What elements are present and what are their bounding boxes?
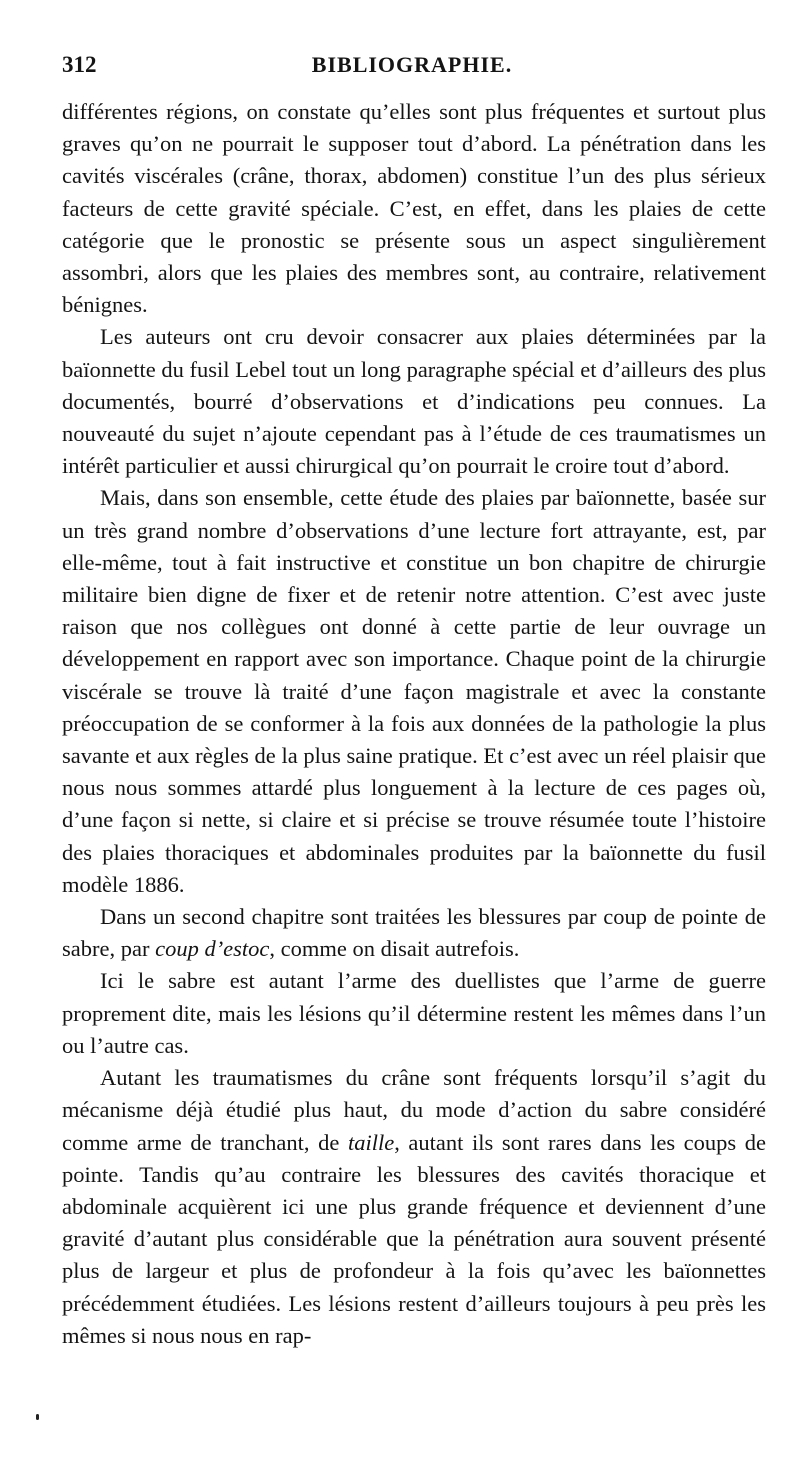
italic-term: taille (347, 1129, 395, 1155)
paragraph-second-chapter (62, 901, 766, 965)
paragraph-text: , comme on disait autrefois. (269, 936, 520, 962)
paragraph-text: , autant ils sont rares dans les coups de pointe. Tandis qu’au contraire les blessures des cavités thoracique et abdominale acquièrent ici une plus grande fréquence et deviennent d’une gravité d’autant plus considérable que la pénétration aura souvent présenté plus de largeur et plus de profondeur à la fois qu’avec les baïonnettes précédemment étudiées. Les lésions restent d’ailleurs toujours à peu près les mêmes si nous nous en rap- (62, 1129, 767, 1348)
paragraph-continuation: différentes régions, on constate qu’elles sont plus fréquentes et surtout plus graves qu’on ne pourrait le supposer tout d’abord. La pénétration dans les cavités viscérales (crâne, thorax, abdomen) constitue l’un des plus sérieux facteurs de cette gravité spéciale. C’est, en effet, dans les plaies de cette catégorie que le pronostic se présente sous un aspect singulièrement assombri, alors que les plaies des membres sont, au contraire, relativement bénignes. (62, 99, 766, 318)
page-number: 312 (62, 52, 97, 77)
page-header (62, 52, 762, 82)
paragraph-text: Dans un second chapitre sont traitées les blessures par coup de pointe de sabre, par (62, 904, 766, 962)
paragraph-bayonet-lebel: Les auteurs ont cru devoir consacrer aux plaies déterminées par la baïonnette du fusil Lebel tout un long paragraphe spécial et d’ailleurs des plus documentés, bourré d’observations et d’indications peu connues. La nouveauté du sujet n’ajoute cependant pas à l’étude de ces traumatismes un intérêt particulier et aussi chirurgical qu’on pourrait le croire tout d’abord. (62, 324, 766, 479)
paragraph-bayonet-study: Mais, dans son ensemble, cette étude des plaies par baïonnette, basée sur un très grand nombre d’observations d’une lecture fort attrayante, est, par elle-même, tout à fait instructive et constitue un bon chapitre de chirurgie militaire bien digne de fixer et de retenir notre attention. C’est avec juste raison que nos collègues ont donné à cette partie de leur ouvrage un développement en rapport avec son importance. Chaque point de la chirurgie viscérale se trouve là traité d’une façon magistrale et avec la constante préoccupation de se conformer à la fois aux données de la pathologie la plus savante et aux règles de la plus saine pratique. Et c’est avec un réel plaisir que nous nous sommes attardé plus longuement à la lecture de ces pages où, d’une façon si nette, si claire et si précise se trouve résumée toute l’histoire des plaies thoraciques et abdominales produites par la baïonnette du fusil modèle 1886. (62, 485, 766, 897)
paragraph-saber-duel: Ici le sabre est autant l’arme des duellistes que l’arme de guerre proprement dite, mais les lésions qu’il détermine restent les mêmes dans l’un ou l’autre cas. (62, 968, 766, 1058)
paragraph-text: Autant les traumatismes du crâne sont fréquents lorsqu’il s’agit du mécanisme déjà étudié plus haut, du mode d’action du sabre considéré comme arme de tranchant, de (62, 1065, 766, 1155)
italic-term: coup d’estoc (155, 936, 270, 962)
paragraph-cranial-trauma (62, 1062, 766, 1352)
running-title: BIBLIOGRAPHIE. (311, 52, 513, 77)
body-text (62, 96, 766, 1352)
ink-speck (36, 1414, 39, 1420)
